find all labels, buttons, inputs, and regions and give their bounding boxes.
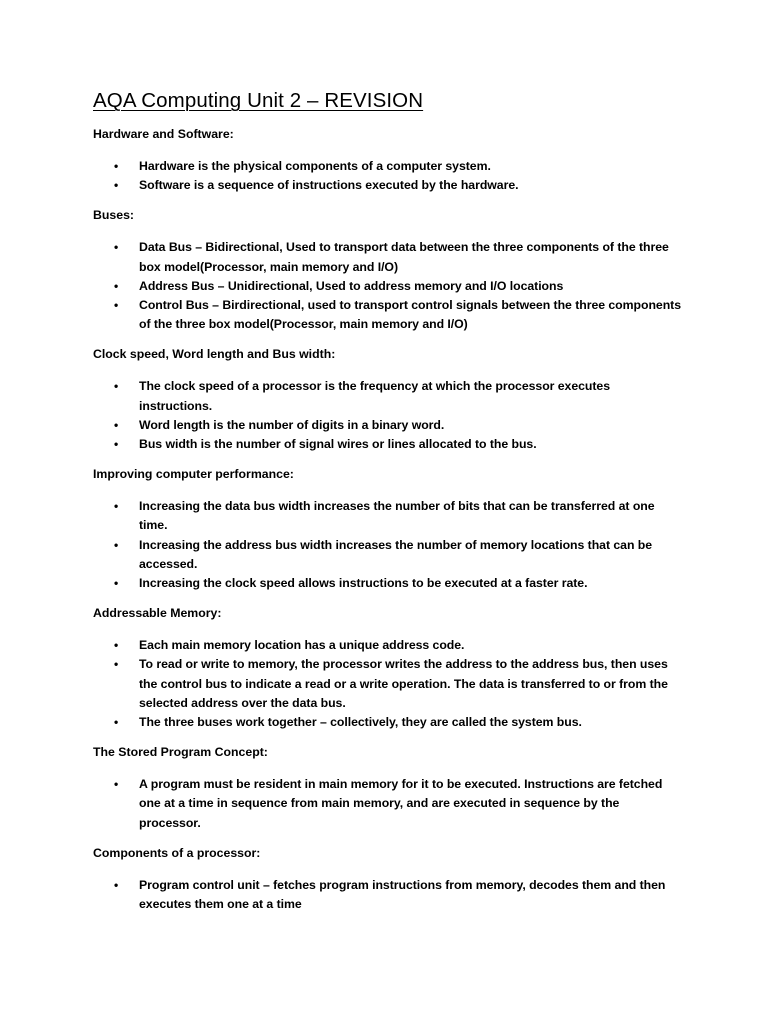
list-item-text: Hardware is the physical components of a computer system. xyxy=(139,159,491,173)
section-heading: Components of a processor: xyxy=(93,845,261,860)
list-item xyxy=(93,536,683,574)
bullet-icon: • xyxy=(114,178,119,193)
section-hardware-software xyxy=(93,125,683,195)
section-addressable-memory xyxy=(93,604,683,732)
bullet-list xyxy=(93,377,683,454)
list-item-text: Software is a sequence of instructions executed by the hardware. xyxy=(139,178,519,193)
list-item-text: To read or write to memory, the processor writes the address to the address bus, then uses the control bus to indicate a read or a write operation. The data is transferred to or from the selected address over the data bus. xyxy=(139,657,668,710)
bullet-list xyxy=(93,497,683,593)
bullet-icon: • xyxy=(114,877,119,892)
list-item-text: Program control unit – fetches program instructions from memory, decodes them and then executes them one at a time xyxy=(139,877,666,912)
bullet-icon: • xyxy=(114,638,119,653)
section-heading: The Stored Program Concept: xyxy=(93,745,268,760)
list-item-text: Data Bus – Bidirectional, Used to transport data between the three components of the three box model(Processor, main memory and I/O) xyxy=(139,240,669,274)
list-item-text: The clock speed of a processor is the frequency at which the processor executes instructions. xyxy=(139,379,611,413)
bullet-icon: • xyxy=(114,657,119,672)
list-item-text: Control Bus – Birdirectional, used to transport control signals between the three components of the three box model(Processor, main memory and I/O) xyxy=(139,298,682,332)
list-item xyxy=(93,713,683,732)
bullet-icon: • xyxy=(114,537,119,552)
section-processor-components xyxy=(93,844,683,914)
list-item xyxy=(93,377,683,415)
bullet-icon: • xyxy=(114,437,119,452)
list-item xyxy=(93,435,683,454)
section-clock-speed xyxy=(93,345,683,454)
section-heading: Clock speed, Word length and Bus width: xyxy=(93,347,336,362)
section-heading: Buses: xyxy=(93,208,135,223)
bullet-icon: • xyxy=(114,379,119,394)
list-item xyxy=(93,296,683,334)
list-item xyxy=(93,876,683,914)
list-item xyxy=(93,277,683,296)
list-item xyxy=(93,574,683,593)
list-item xyxy=(93,497,683,535)
section-buses xyxy=(93,206,683,334)
list-item xyxy=(93,416,683,435)
bullet-icon: • xyxy=(114,159,119,173)
list-item-text: Increasing the address bus width increases the number of memory locations that can be accessed. xyxy=(139,537,653,571)
list-item-text: A program must be resident in main memory for it to be executed. Instructions are fetched one at a time in sequence from main memory, and are executed in sequence by the processor. xyxy=(139,777,663,830)
list-item xyxy=(93,176,683,195)
section-performance xyxy=(93,465,683,593)
bullet-list xyxy=(93,238,683,334)
list-item-text: The three buses work together – collectively, they are called the system bus. xyxy=(139,715,582,730)
list-item xyxy=(93,636,683,655)
section-heading: Addressable Memory: xyxy=(93,606,222,621)
bullet-icon: • xyxy=(114,777,119,792)
section-heading: Hardware and Software: xyxy=(93,127,234,141)
list-item-text: Each main memory location has a unique address code. xyxy=(139,638,465,653)
section-stored-program xyxy=(93,743,683,833)
list-item-text: Word length is the number of digits in a binary word. xyxy=(139,417,445,432)
bullet-icon: • xyxy=(114,298,119,313)
bullet-icon: • xyxy=(114,240,119,255)
list-item-text: Increasing the clock speed allows instructions to be executed at a faster rate. xyxy=(139,576,588,591)
bullet-icon: • xyxy=(114,417,119,432)
section-heading: Improving computer performance: xyxy=(93,467,294,482)
list-item xyxy=(93,775,683,833)
bullet-icon: • xyxy=(114,715,119,730)
list-item xyxy=(93,157,683,176)
bullet-list xyxy=(93,636,683,732)
document-title: AQA Computing Unit 2 – REVISION xyxy=(93,89,424,112)
bullet-list xyxy=(93,876,683,914)
list-item xyxy=(93,655,683,713)
document-page xyxy=(93,86,683,925)
list-item-text: Address Bus – Unidirectional, Used to address memory and I/O locations xyxy=(139,278,564,293)
bullet-icon: • xyxy=(114,499,119,514)
bullet-list xyxy=(93,157,683,195)
bullet-list xyxy=(93,775,683,833)
list-item xyxy=(93,238,683,276)
list-item-text: Bus width is the number of signal wires or lines allocated to the bus. xyxy=(139,437,537,452)
list-item-text: Increasing the data bus width increases the number of bits that can be transferred at one time. xyxy=(139,499,655,533)
bullet-icon: • xyxy=(114,576,119,591)
bullet-icon: • xyxy=(114,278,119,293)
